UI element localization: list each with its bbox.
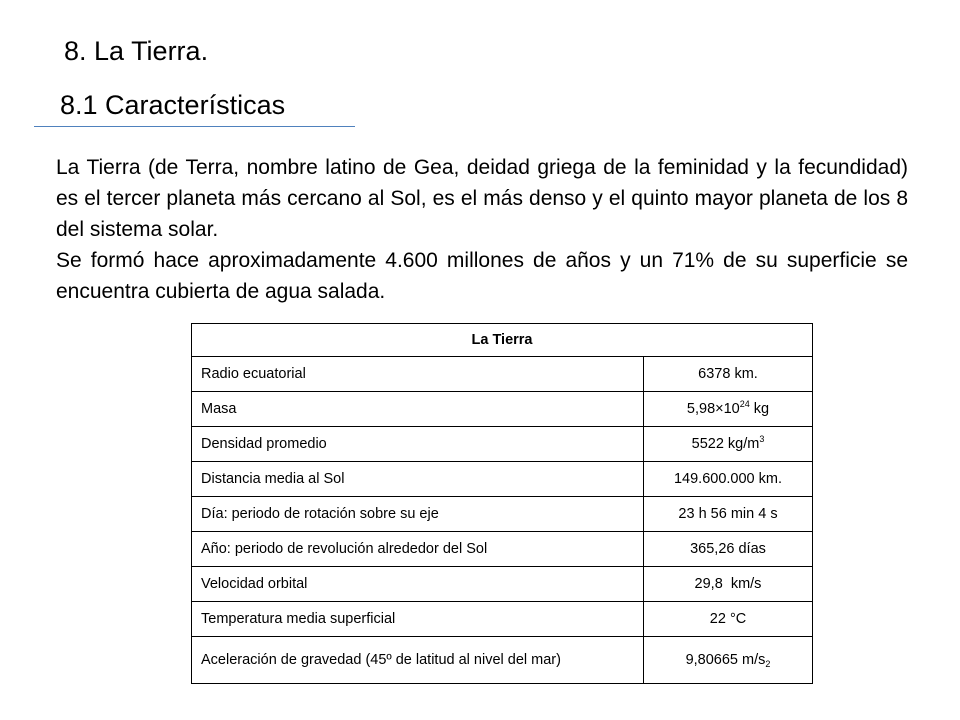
value-unit: kg (749, 401, 770, 417)
value-base: 5,98×10 (686, 401, 740, 417)
row-label: Distancia media al Sol (192, 462, 644, 497)
value-base: 9,80665 m/s (685, 652, 766, 668)
row-label: Masa (192, 392, 644, 427)
row-value (644, 637, 813, 684)
row-label: Aceleración de gravedad (45º de latitud al nivel del mar) (192, 637, 644, 684)
row-value: 6378 km. (644, 357, 813, 392)
row-value: 22 °C (644, 602, 813, 637)
row-label: Día: periodo de rotación sobre su eje (192, 497, 644, 532)
page-title: 8. La Tierra. (64, 36, 209, 66)
subtitle-underline (34, 126, 355, 127)
paragraph: La Tierra (de Terra, nombre latino de Gea, deidad griega de la feminidad y la fecundidad) es el tercer planeta más cercano al Sol, es el más denso y el quinto mayor planeta de los 8 del sistema solar. (56, 156, 908, 241)
row-label: Densidad promedio (192, 427, 644, 462)
value-exponent: 3 (759, 434, 765, 444)
table-row (192, 497, 813, 532)
earth-data-table (191, 323, 813, 684)
row-value: 365,26 días (644, 532, 813, 567)
value-base: 5522 kg/m (691, 436, 760, 452)
table-header-row (192, 324, 813, 357)
value-exponent: 2 (765, 659, 771, 669)
table-row (192, 602, 813, 637)
row-label: Año: periodo de revolución alrededor del Sol (192, 532, 644, 567)
table-row (192, 637, 813, 684)
table-row (192, 567, 813, 602)
table-row (192, 462, 813, 497)
row-label: Radio ecuatorial (192, 357, 644, 392)
paragraph: Se formó hace aproximadamente 4.600 millones de años y un 71% de su superficie se encuentra cubierta de agua salada. (56, 249, 908, 303)
row-value (644, 427, 813, 462)
table-header: La Tierra (192, 324, 813, 357)
row-value: 23 h 56 min 4 s (644, 497, 813, 532)
row-value (644, 392, 813, 427)
value-exponent: 24 (739, 399, 750, 409)
section-subtitle: 8.1 Características (60, 90, 286, 120)
row-value: 29,8 km/s (644, 567, 813, 602)
table-row (192, 532, 813, 567)
row-label: Temperatura media superficial (192, 602, 644, 637)
intro-text (56, 152, 908, 307)
table-row (192, 392, 813, 427)
table-row (192, 357, 813, 392)
row-value: 149.600.000 km. (644, 462, 813, 497)
table-row (192, 427, 813, 462)
row-label: Velocidad orbital (192, 567, 644, 602)
